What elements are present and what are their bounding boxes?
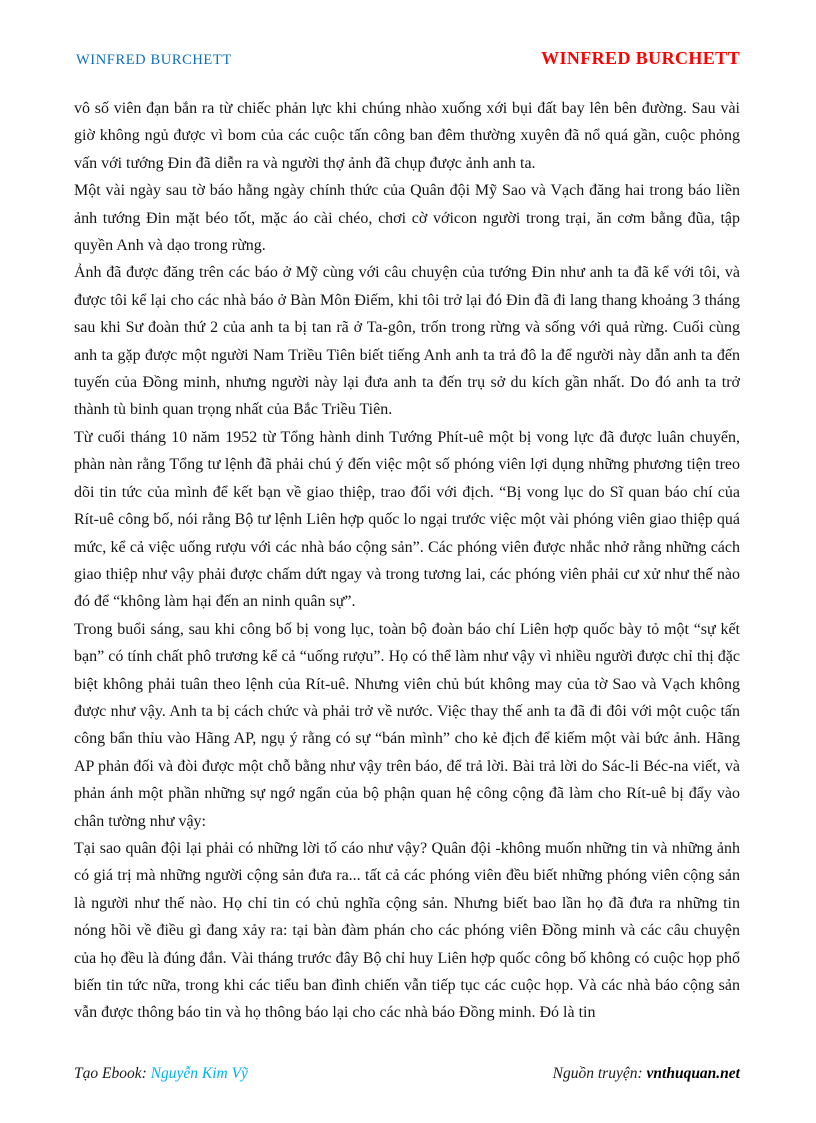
ebook-creator-link[interactable]: Nguyễn Kim Vỹ xyxy=(150,1065,248,1082)
ebook-credit xyxy=(74,1065,248,1083)
header-author-left: WINFRED BURCHETT xyxy=(76,52,232,68)
ebook-credit-label: Tạo Ebook: xyxy=(74,1065,151,1082)
source-credit-label: Nguồn truyện: xyxy=(552,1065,647,1082)
paragraph-4: Từ cuối tháng 10 năm 1952 từ Tổng hành dinh Tướng Phít-uê một bị vong lực đã được luân chuyển, phàn nàn rằng Tổng tư lệnh đã phải chú ý đến việc một số phóng viên lợi dụng những phương tiện treo dõi tin tức của mình để kết bạn về giao thiệp, trao đổi với địch. “Bị vong lục do Sĩ quan báo chí của Rít-uê công bố, nói rằng Bộ tư lệnh Liên hợp quốc lo ngại trước việc một vài phóng viên giao thiệp quá mức, kể cả việc uống rượu với các nhà báo cộng sản”. Các phóng viên được nhắc nhở rằng những cách giao thiệp như vậy phải được chấm dứt ngay và trong tương lai, các phóng viên phải cư xử như thế nào đó để “không làm hại đến an ninh quân sự”. xyxy=(74,428,740,611)
page-header xyxy=(0,0,816,69)
header-author-right: WINFRED BURCHETT xyxy=(541,48,740,68)
source-credit xyxy=(553,1065,740,1083)
source-site-name: vnthuquan.net xyxy=(646,1065,740,1082)
paragraph-3: Ảnh đã được đăng trên các báo ở Mỹ cùng với câu chuyện của tướng Đin như anh ta đã kể với tôi, và được tôi kể lại cho các nhà báo ở Bàn Môn Điếm, khi tôi trở lại đó Đin đã đi lang thang khoảng 3 tháng sau khi Sư đoàn thứ 2 của anh ta bị tan rã ở Ta-gôn, trốn trong rừng và sống với quả rừng. Cuối cùng anh ta gặp được một người Nam Triều Tiên biết tiếng Anh anh ta trả đô la để người này dẫn anh ta đến tuyến của Đồng minh, nhưng người này lại đưa anh ta đến trụ sở du kích gần nhất. Do đó anh ta trở thành tù binh quan trọng nhất của Bắc Triều Tiên. xyxy=(74,264,740,419)
paragraph-6: Tại sao quân đội lại phải có những lời tố cáo như vậy? Quân đội -không muốn những tin và những ảnh có giá trị mà những người cộng sản đưa ra... tất cả các phóng viên đều biết những phóng viên cộng sản là người như thế nào. Họ chỉ tin có chủ nghĩa cộng sản. Nhưng biết bao lần họ đã đưa ra những tin nóng hồi về điều gì đang xảy ra: tại bàn đàm phán cho các phóng viên Đồng minh và các câu chuyện của họ đều là đúng đắn. Vài tháng trước đây Bộ chỉ huy Liên hợp quốc công bố không có cuộc họp phổ biến tin tức nữa, trong khi các tiểu ban đình chiến vẫn tiếp tục các cuộc họp. Và các nhà báo cộng sản vẫn được thông báo tin và họ thông báo lại cho các nhà báo Đồng minh. Đó là tin xyxy=(74,839,740,1022)
body-text xyxy=(0,69,816,1027)
paragraph-1: vô số viên đạn bắn ra từ chiếc phản lực khi chúng nhào xuống xới bụi đất bay lên bên đường. Sau vài giờ không ngủ được vì bom của các cuộc tấn công ban đêm thường xuyên đã nổ quá gần, cuộc phỏng vấn với tướng Đin đã diễn ra và người thợ ảnh đã chụp được ảnh anh ta. xyxy=(74,100,740,172)
paragraph-5: Trong buổi sáng, sau khi công bố bị vong lục, toàn bộ đoàn báo chí Liên hợp quốc bày tỏ một “sự kết bạn” có tính chất phô trương kể cả “uống rượu”. Họ có thể làm như vậy vì nhiều người được chỉ thị đặc biệt không phải tuân theo lệnh của Rít-uê. Nhưng viên chủ bút không may của tờ Sao và Vạch không được như vậy. Anh ta bị cách chức và phải trở về nước. Việc thay thế anh ta đã đi đôi với một cuộc tấn công bẩn thỉu vào Hãng AP, ngụ ý rằng có sự “bán mình” cho kẻ địch để kiếm một vài bức ảnh. Hãng AP phản đối và đòi được một chỗ bằng như vậy trên báo, để trả lời. Bài trả lời do Sác-li Béc-na viết, và phản ánh một phần những sự ngớ ngẩn của bộ phận quan hệ công cộng đã làm cho Rít-uê bị đẩy vào chân tường như vậy: xyxy=(74,620,740,830)
paragraph-2: Một vài ngày sau tờ báo hằng ngày chính thức của Quân đội Mỹ Sao và Vạch đăng hai trong báo liền ảnh tướng Đin mặt béo tốt, mặc áo cài chéo, chơi cờ vớicon người trong trại, ăn cơm bằng đũa, tập quyền Anh và dạo trong rừng. xyxy=(74,182,740,255)
page-footer xyxy=(74,1065,740,1083)
